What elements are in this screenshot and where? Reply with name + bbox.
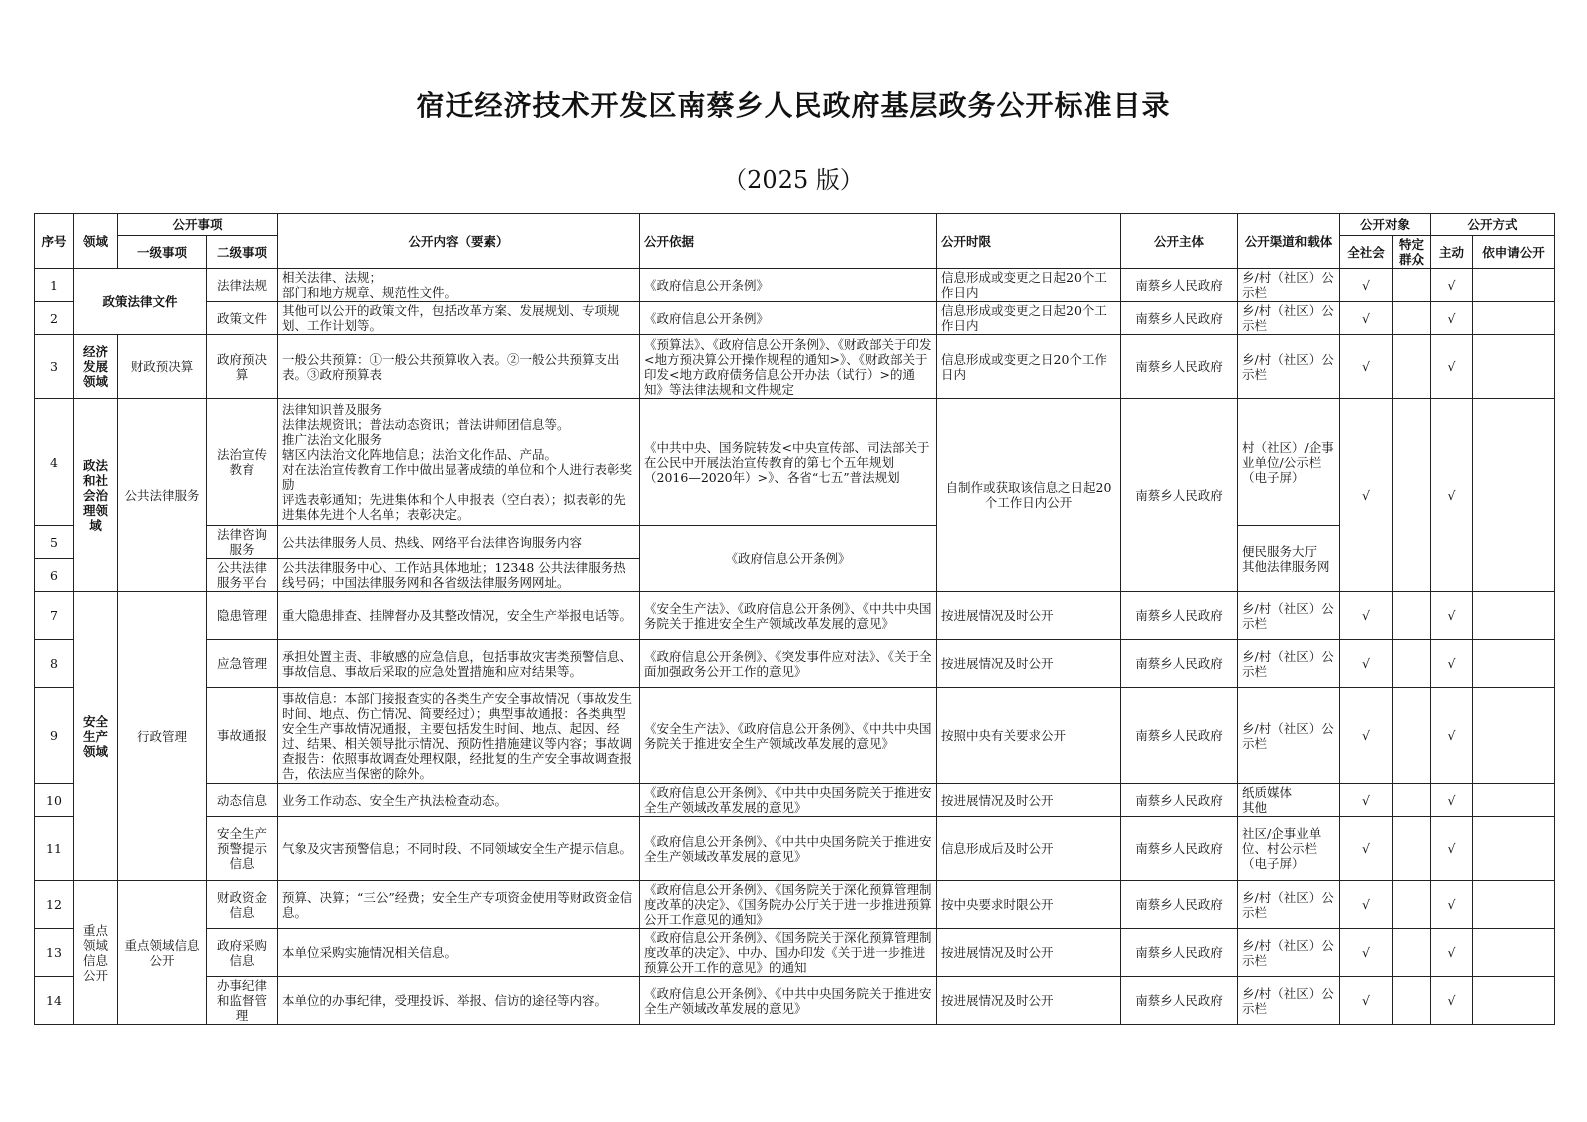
row-seq: 14 [35,977,74,1025]
check-all: √ [1340,784,1393,817]
row-content [278,269,640,302]
check-active: √ [1431,335,1473,399]
check-active: √ [1431,688,1473,784]
row-basis: 《预算法》、《政府信息公开条例》、《财政部关于印发<地方预决算公开操作规程的通知>》、《财政部关于印发<地方政府债务信息公开办法（试行）>的通知》等法律法规和文件规定 [640,335,937,399]
row-time: 信息形成后及时公开 [937,817,1121,881]
row-level2: 应急管理 [207,640,278,688]
table-row [35,399,1555,526]
row-basis: 《政府信息公开条例》、《中共中央国务院关于推进安全生产领域改革发展的意见》 [640,977,937,1025]
check-apply-empty [1473,688,1555,784]
row-level2: 财政资金信息 [207,881,278,929]
check-apply-empty [1473,335,1555,399]
check-all: √ [1340,817,1393,881]
check-apply-empty [1473,817,1555,881]
row-subject: 南蔡乡人民政府 [1121,335,1238,399]
row-basis: 《政府信息公开条例》、《中共中央国务院关于推进安全生产领域改革发展的意见》 [640,784,937,817]
check-specific-empty [1393,302,1431,335]
page-title: 宿迁经济技术开发区南蔡乡人民政府基层政务公开标准目录 [416,89,1171,122]
table-row [35,592,1555,640]
row-content: 其他可以公开的政策文件，包括改革方案、发展规划、专项规划、工作计划等。 [278,302,640,335]
check-active: √ [1431,592,1473,640]
check-active: √ [1431,399,1473,592]
row-level2: 动态信息 [207,784,278,817]
row-time: 按进展情况及时公开 [937,977,1121,1025]
check-all: √ [1340,929,1393,977]
row-seq: 11 [35,817,74,881]
check-specific-empty [1393,399,1431,592]
row-seq: 10 [35,784,74,817]
row-content: 业务工作动态、安全生产执法检查动态。 [278,784,640,817]
row-basis: 《安全生产法》、《政府信息公开条例》、《中共中央国务院关于推进安全生产领域改革发展的意见》 [640,688,937,784]
row-seq: 13 [35,929,74,977]
check-specific-empty [1393,977,1431,1025]
header-mode-active: 主动 [1431,236,1473,269]
row-level2: 法律咨询服务 [207,526,278,559]
row-seq: 3 [35,335,74,399]
check-apply-empty [1473,929,1555,977]
domain-economy: 经济发展领域 [74,335,118,399]
row-seq: 2 [35,302,74,335]
row-content: 本单位采购实施情况相关信息。 [278,929,640,977]
row-subject: 南蔡乡人民政府 [1121,977,1238,1025]
check-all: √ [1340,335,1393,399]
row-content: 重大隐患排查、挂牌督办及其整改情况，安全生产举报电话等。 [278,592,640,640]
level1-admin: 行政管理 [118,592,207,881]
row-basis: 《政府信息公开条例》、《国务院关于深化预算管理制度改革的决定》、中办、国办印发《关于进一步推进预算公开工作的意见》的通知 [640,929,937,977]
header-item2: 二级事项 [207,236,278,269]
row-channel [1238,784,1340,817]
row-level2: 办事纪律和监督管理 [207,977,278,1025]
row-content: 公共法律服务中心、工作站具体地址；12348 公共法律服务热线号码；中国法律服务网和各省级法律服务网网址。 [278,559,640,592]
header-item1: 一级事项 [118,236,207,269]
row-content: 气象及灾害预警信息；不同时段、不同领域安全生产提示信息。 [278,817,640,881]
row-level2: 事故通报 [207,688,278,784]
row-content [278,399,640,526]
row-content: 本单位的办事纪律，受理投诉、举报、信访的途径等内容。 [278,977,640,1025]
check-specific-empty [1393,592,1431,640]
page-subtitle: （2025 版） [723,166,864,194]
check-specific-empty [1393,688,1431,784]
table-row [35,688,1555,784]
check-apply-empty [1473,399,1555,592]
row-seq: 12 [35,881,74,929]
row-time: 按进展情况及时公开 [937,592,1121,640]
row-basis: 《政府信息公开条例》、《国务院关于深化预算管理制度改革的决定》、《国务院办公厅关于进一步推进预算公开工作意见的通知》 [640,881,937,929]
table-row [35,881,1555,929]
row-content: 事故信息：本部门接报查实的各类生产安全事故情况（事故发生时间、地点、伤亡情况、简要经过）；典型事故通报：各类典型安全生产事故情况通报，主要包括发生时间、地点、起因、经过、结果、相关领导批示情况、预防性措施建议等内容；事故调查报告：依照事故调查处理权限，经批复的生产安全事故调查报告，依法应当保密的除外。 [278,688,640,784]
header-target: 公开对象 [1340,214,1431,236]
row-channel: 乡/村（社区）公示栏 [1238,302,1340,335]
row-content-line: 法律知识普及服务 法律法规资讯；普法动态资讯；普法讲师团信息等。 推广法治文化服务 辖区内法治文化阵地信息；法治文化作品、产品。 对在法治宣传教育工作中做出显著成绩的单位和个人进行表彰奖励 评选表彰通知；先进集体和个人申报表（空白表）；拟表彰的先进集体先进个人名单；表彰决定。 [282,402,633,522]
header-target-specific: 特定群众 [1393,236,1431,269]
check-active: √ [1431,929,1473,977]
row-time: 按进展情况及时公开 [937,784,1121,817]
table-row [35,817,1555,881]
row-seq: 4 [35,399,74,526]
table-row [35,302,1555,335]
row-level2: 政府采购信息 [207,929,278,977]
row-time: 按中央要求时限公开 [937,881,1121,929]
row-level2: 政府预决算 [207,335,278,399]
check-all: √ [1340,881,1393,929]
row-subject: 南蔡乡人民政府 [1121,592,1238,640]
row-seq: 8 [35,640,74,688]
row-channel: 乡/村（社区）公示栏 [1238,929,1340,977]
row-channel-text: 纸质媒体 其他 [1242,785,1293,815]
check-active: √ [1431,269,1473,302]
level1-finance: 财政预决算 [118,335,207,399]
check-active: √ [1431,302,1473,335]
check-specific-empty [1393,640,1431,688]
row-channel: 乡/村（社区）公示栏 [1238,640,1340,688]
law-channel [1238,526,1340,592]
check-active: √ [1431,640,1473,688]
row-subject: 南蔡乡人民政府 [1121,302,1238,335]
check-all: √ [1340,302,1393,335]
row-content-line: 相关法律、法规； 部门和地方规章、规范性文件。 [282,270,458,300]
row-channel: 社区/企事业单位、村公示栏（电子屏） [1238,817,1340,881]
law-basis: 《政府信息公开条例》 [640,526,937,592]
row-content: 一般公共预算：①一般公共预算收入表。②一般公共预算支出表。③政府预算表 [278,335,640,399]
row-time: 信息形成或变更之日起20个工作日内 [937,269,1121,302]
row-channel: 乡/村（社区）公示栏 [1238,592,1340,640]
level1-key-info: 重点领域信息公开 [118,881,207,1025]
row-seq: 5 [35,526,74,559]
row-content: 承担处置主责、非敏感的应急信息，包括事故灾害类预警信息、事故信息、事故后采取的应急处置措施和应对结果等。 [278,640,640,688]
check-apply-empty [1473,269,1555,302]
table-row [35,784,1555,817]
check-apply-empty [1473,977,1555,1025]
row-subject: 南蔡乡人民政府 [1121,881,1238,929]
check-active: √ [1431,977,1473,1025]
table-row [35,977,1555,1025]
row-basis: 《政府信息公开条例》 [640,302,937,335]
check-active: √ [1431,881,1473,929]
check-specific-empty [1393,881,1431,929]
row-subject: 南蔡乡人民政府 [1121,688,1238,784]
row-channel: 乡/村（社区）公示栏 [1238,977,1340,1025]
check-all: √ [1340,640,1393,688]
check-all: √ [1340,592,1393,640]
check-specific-empty [1393,269,1431,302]
check-specific-empty [1393,784,1431,817]
check-all: √ [1340,269,1393,302]
table-row [35,929,1555,977]
header-subject: 公开主体 [1121,214,1238,269]
domain-key: 重点领域信息公开 [74,881,118,1025]
row-channel: 村（社区）/企事业单位/公示栏（电子屏） [1238,399,1340,526]
check-all: √ [1340,399,1393,592]
check-specific-empty [1393,929,1431,977]
law-time: 自制作或获取该信息之日起20个工作日内公开 [937,399,1121,592]
row-basis: 《政府信息公开条例》、《突发事件应对法》、《关于全面加强政务公开工作的意见》 [640,640,937,688]
check-active: √ [1431,817,1473,881]
row-basis: 《安全生产法》、《政府信息公开条例》、《中共中央国务院关于推进安全生产领域改革发展的意见》 [640,592,937,640]
table-row [35,335,1555,399]
row-level2: 安全生产预警提示信息 [207,817,278,881]
row-time: 按进展情况及时公开 [937,929,1121,977]
catalog-table [34,213,1555,1025]
row-subject: 南蔡乡人民政府 [1121,784,1238,817]
row-seq: 6 [35,559,74,592]
table-row [35,640,1555,688]
row-time: 信息形成或变更之日起20个工作日内 [937,302,1121,335]
row-subject: 南蔡乡人民政府 [1121,929,1238,977]
row-basis: 《中共中央、国务院转发<中央宣传部、司法部关于在公民中开展法治宣传教育的第七个五年规划（2016—2020年）>》、各省“七五”普法规划 [640,399,937,526]
header-content: 公开内容（要素） [278,214,640,269]
check-apply-empty [1473,784,1555,817]
row-content: 公共法律服务人员、热线、网络平台法律咨询服务内容 [278,526,640,559]
header-channel: 公开渠道和载体 [1238,214,1340,269]
row-time: 信息形成或变更之日20个工作日内 [937,335,1121,399]
row-channel: 乡/村（社区）公示栏 [1238,881,1340,929]
header-target-all: 全社会 [1340,236,1393,269]
row-level2: 政策文件 [207,302,278,335]
check-specific-empty [1393,335,1431,399]
row-subject: 南蔡乡人民政府 [1121,817,1238,881]
row-seq: 7 [35,592,74,640]
row-subject: 南蔡乡人民政府 [1121,640,1238,688]
row-content: 预算、决算；“三公”经费；安全生产专项资金使用等财政资金信息。 [278,881,640,929]
check-all: √ [1340,977,1393,1025]
row-basis: 《政府信息公开条例》 [640,269,937,302]
law-subject: 南蔡乡人民政府 [1121,399,1238,592]
header-mode: 公开方式 [1431,214,1555,236]
row-channel: 乡/村（社区）公示栏 [1238,688,1340,784]
header-seq: 序号 [35,214,74,269]
level1-legal-service: 公共法律服务 [118,399,207,592]
table-row [35,269,1555,302]
row-channel: 乡/村（社区）公示栏 [1238,335,1340,399]
row-level2: 公共法律服务平台 [207,559,278,592]
row-level2: 隐患管理 [207,592,278,640]
row-level2: 法治宣传教育 [207,399,278,526]
header-time: 公开时限 [937,214,1121,269]
header-item: 公开事项 [118,214,278,236]
row-seq: 1 [35,269,74,302]
row-time: 按进展情况及时公开 [937,640,1121,688]
check-specific-empty [1393,817,1431,881]
row-level2: 法律法规 [207,269,278,302]
domain-safety: 安全生产领域 [74,592,118,881]
check-apply-empty [1473,592,1555,640]
header-mode-apply: 依申请公开 [1473,236,1555,269]
check-active: √ [1431,784,1473,817]
row-seq: 9 [35,688,74,784]
check-apply-empty [1473,640,1555,688]
row-channel: 乡/村（社区）公示栏 [1238,269,1340,302]
row-subject: 南蔡乡人民政府 [1121,269,1238,302]
table-row [35,526,1555,559]
law-channel-text: 便民服务大厅 其他法律服务网 [1242,543,1330,574]
domain-law: 政法和社会治理领域 [74,399,118,592]
row-basis: 《政府信息公开条例》、《中共中央国务院关于推进安全生产领域改革发展的意见》 [640,817,937,881]
check-apply-empty [1473,881,1555,929]
header-basis: 公开依据 [640,214,937,269]
check-all: √ [1340,688,1393,784]
row-time: 按照中央有关要求公开 [937,688,1121,784]
check-apply-empty [1473,302,1555,335]
header-domain: 领域 [74,214,118,269]
domain-policy: 政策法律文件 [74,269,207,335]
